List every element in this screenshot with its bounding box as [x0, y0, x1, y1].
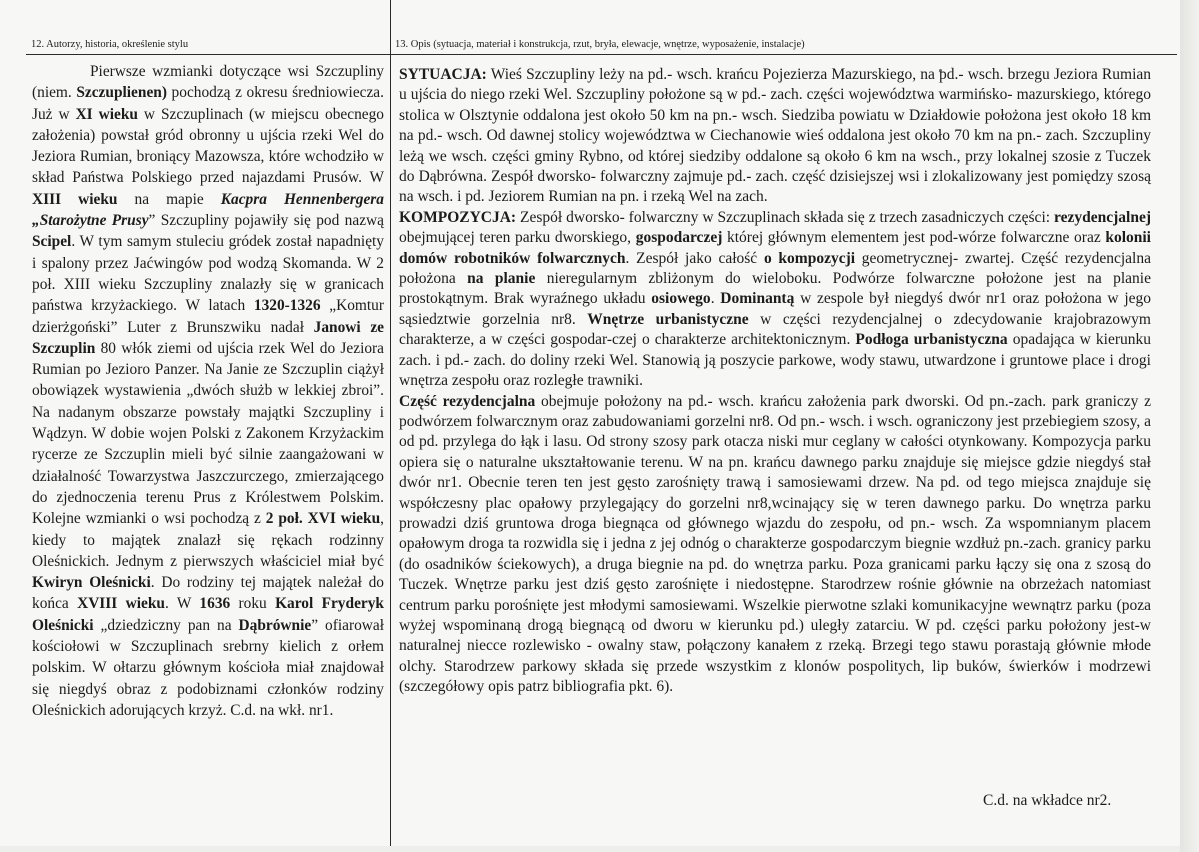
text-run: Zespół dworsko- folwarczny w Szczuplinach składa się z trzech zasadniczych części:	[516, 208, 1054, 226]
text-run: roku	[230, 595, 276, 613]
text-run: „dziedziczny pan na	[93, 616, 239, 634]
text-run: , kiedy to majątek znalazł się rękach rodzinny Oleśnickich. Jednym z pierwszych właściciel miał być	[32, 510, 384, 570]
continued-note: C.d. na wkładce nr2.	[983, 792, 1112, 809]
text-run: . W tym samym stuleciu gródek został napadnięty i spalony przez Jaćwingów pod wodzą Skomanda. W 2 poł. XIII wieku Szczupliny znalazły się w granicach państwa krzyżackiego. W latach	[32, 233, 384, 315]
bold-run: Janowi ze Szczuplin	[32, 318, 384, 357]
residential-part-paragraph	[399, 392, 1151, 698]
text-run: geometrycznej- zwartej. Część rezydencjalna położona	[399, 249, 1151, 288]
history-paragraph	[32, 61, 384, 721]
text-run: której głównym elementem jest pod-wórze folwarczne oraz	[722, 229, 1106, 247]
text-run: w Szczuplinach (w miejscu obecnego założenia) powstał gród obronny u ujścia rzeki Wel do Jeziora Rumian, broniący Mazowsza, które wchodziło w skład Państwa Polskiego przed najazdami Prusów. W	[32, 105, 385, 187]
text-run: ” ofiarował kościołowi w Szczuplinach srebrny kielich z orłem polskim. W ołtarzu głównym kościoła miał znajdował się niegdyś obraz z podobiznami członków rodziny Oleśnickich adorujących krzyż. C.d. na wkł. nr1.	[32, 616, 384, 719]
bold-run: Karol Fryderyk Oleśnicki	[32, 595, 384, 634]
bold-run: Kwiryn Oleśnicki	[32, 574, 151, 592]
bold-run: KOMPOZYCJA:	[399, 208, 517, 226]
text-run: . W	[164, 595, 200, 613]
bold-run: XIII wieku	[32, 190, 118, 208]
bold-run: rezydencjalnej	[1054, 208, 1151, 226]
text-run: . Zespół jako całość	[625, 249, 764, 267]
text-run: 80 włók ziemi od ujścia rzek Wel do Jeziora Rumian po Jezioro Panzer. Na Janie ze Szczuplin ciążył obowiązek wystawienia „dwóch służb w lekkiej zbroi”. Na nadanym obszarze powstały majątki Szczupliny i Wądzyn. W dobie wojen Polski z Zakonem Krzyżackim rycerze ze Szczuplin mieli być silnie zaangażowani w działalność Towarzystwa Jaszczurczego, zmierzającego do zjednoczenia terenu Prus z Królestwem Polskim. Kolejne wzmianki o wsi pochodzą z	[32, 339, 384, 528]
bold-run: kolonii domów robotników folwarcznych	[399, 229, 1151, 267]
bold-run: o kompozycji	[763, 249, 856, 267]
description-text	[399, 65, 1151, 698]
text-run: pochodzą z okresu średniowiecza. Już w	[32, 84, 384, 123]
description-section-header: 13. Opis (sytuacja, materiał i konstrukcja, rzut, bryła, elewacje, wnętrze, wyposażenie, instalacje)	[391, 0, 1177, 55]
text-run: nieregularnym zbliżonym do wieloboku. Podwórze folwarczne położone jest na planie prostokątnym. Brak wyraźnego układu	[399, 270, 1151, 308]
bold-italic-run: Kacpra Hennenbergera „Starożytne Prusy	[32, 190, 384, 230]
bold-run: XVIII wieku	[77, 595, 165, 613]
bold-run: Wnętrze urbanistyczne	[587, 310, 749, 328]
text-run: Pierwsze wzmianki dotyczące wsi Szczupliny (niem.	[32, 63, 384, 102]
bold-run: SYTUACJA:	[399, 66, 487, 83]
bold-run: Scipel	[32, 233, 72, 251]
text-run: ” Szczupliny pojawiły się pod nazwą	[148, 212, 384, 230]
text-run: obejmuje położony na pd.- wsch. krańcu założenia park dworski. Od pn.-zach. park graniczy z podwórzem folwarcznym oraz zabudowaniami gorzelni nr8. Od pn.- wsch. i wsch. ograniczony jest przebiegiem szosy, a od pd. przylega do łąk i lasu. Od strony szosy park otacza niski mur ceglany w całości otynkowany. Kompozycja parku opiera się o naturalne ukształtowanie terenu. W na pn. krańcu dawnego parku znajduje się miejsce gdzie niegdyś stał dwór nr1. Obecnie teren ten jest gęsto zarośnięty trawą i samosiewami drzew. Na pd. od tego miejsca znajduje się współczesny plac opałowy przylegający do gorzelni nr8,wcinający się w teren dawnego parku. Do wnętrza parku prowadzi dziś gruntowa droga biegnąca od głównego wjazdu do zespołu, od pn.- wsch. Za wspomnianym placem opałowym droga ta rozwidla się i jedna z jej odnóg o charakterze gospodarczym biegnie wzdłuż pn.-zach. granicy parku (do osadników ściekowych), a druga biegnie na pd. do wnętrza parku. Poza granicami parku łączy się ona z szosą do Tuczek. Wnętrze parku jest dziś gęsto zarośnięte i niedostępne. Starodrzew rośnie głównie na obrzeżach natomiast centrum parku porośnięte jest młodymi samosiewami. Wszelkie pierwotne szlaki komunikacyjne wewnątrz parku (poza wyżej wspominaną drogą biegnącą od dworu w kierunku pd.) uległy zatarciu. W pd. części parku położony jest-w naturalnej niecce rozlewisko - owalny staw, połączony kanałem z rzeką. Brzegi tego stawu porastają głównie młode olchy. Starodrzew parkowy składa się przede wszystkim z klonów pospolitych, lip buków, świerków i modrzewi (szczegółowy opis patrz bibliografia pkt. 6).	[399, 392, 1152, 696]
bold-run: Dominantą	[720, 290, 795, 308]
bold-run: osiowego	[651, 290, 711, 308]
bold-run: 1636	[199, 595, 231, 613]
text-run: „Komtur dzierżgoński” Luter z Brunszwiku nadał	[32, 297, 384, 336]
text-run: Wieś Szczupliny leży na pd.- wsch. krańcu Pojezierza Mazurskiego, na pd.- wsch. brzegu Jeziora Rumian u ujścia do niego rzeki Wel. Szczupliny położone są w pd.- zach. części województwa warmińsko- mazurskiego, którego stolica w Olsztynie oddalona jest około 50 km na pn.- wsch. Siedziba powiatu w Działdowie położona jest około 18 km na pd.- wsch. Od dawnej stolicy województwa w Ciechanowie wieś oddalona jest około 70 km na pn.- zach. Szczupliny leżą we wsch. części gminy Rybno, od której siedziby oddalone są około 6 km na wsch., przy lokalnej szosie z Tuczek do Dąbrówna. Zespół dworsko- folwarczny zajmuje pd.- zach. część dzisiejszej wsi i zlokalizowany jest pomiędzy szosą na wsch. i pd. Jeziorem Rumian na pn. i rzeką Wel na zach.	[399, 66, 1151, 206]
bold-run: Dąbrównie	[238, 616, 312, 634]
composition-paragraph	[399, 208, 1151, 392]
bold-run: Część rezydencjalna	[399, 392, 536, 410]
text-run: w zespole był niegdyś dwór nr1 oraz położona w jego sąsiedztwie gorzelnia nr8.	[399, 290, 1152, 328]
bold-run: 1320-1326	[253, 297, 321, 315]
text-run: opadająca w kierunku zach. i pd.- zach. do doliny rzeki Wel. Stanowią ją poszycie parkowe, wody stawu, utwardzone i gruntowe place i drogi wnętrza zespołu oraz rozległe trawniki.	[399, 331, 1151, 390]
bold-run: Szczuplienen)	[76, 84, 167, 102]
text-run: obejmującej teren parku dworskiego,	[399, 229, 636, 247]
history-text	[32, 61, 384, 721]
text-run: .	[710, 290, 721, 308]
bold-run: na planie	[467, 270, 536, 288]
description-column	[391, 0, 1177, 846]
bold-run: gospodarczej	[635, 229, 723, 247]
bold-run: 2 poł. XVI wieku	[265, 510, 381, 528]
text-run: w części rezydencjalnej o zdecydowanie krajobrazowym charakterze, a w części gospodar-czej o charakterze architektonicznym.	[399, 310, 1151, 349]
text-run: . Do rodziny tej majątek należał do końca	[32, 574, 384, 613]
bold-run: XI wieku	[75, 105, 138, 123]
situation-paragraph	[399, 65, 1151, 208]
page-edge-shadow	[1180, 0, 1199, 852]
history-section-header: 12. Autorzy, historia, określenie stylu	[26, 0, 390, 55]
text-run: na mapie	[117, 190, 221, 208]
history-column	[26, 0, 391, 846]
bold-run: Podłoga urbanistyczna	[855, 331, 1008, 349]
